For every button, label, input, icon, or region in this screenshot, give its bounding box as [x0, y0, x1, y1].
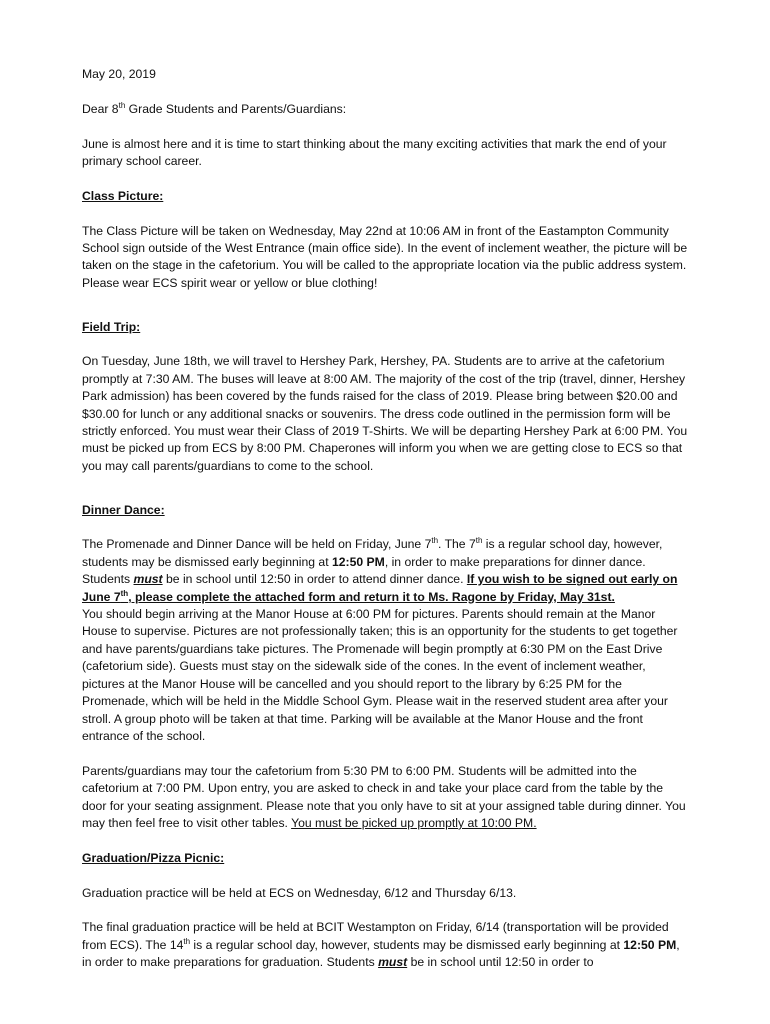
dd-signout-b: , please complete the attached form and return it to Ms. Ragone by Friday, May 31st.	[128, 589, 615, 604]
intro-paragraph: June is almost here and it is time to start thinking about the many exciting activities that mark the end of your primary school career.	[82, 136, 667, 168]
dd-text-e: be in school until 12:50 in order to attend dinner dance.	[162, 572, 467, 587]
dd-signout-a: If you wish to be signed out early on June 7	[82, 572, 678, 604]
dd-sup-2: th	[475, 536, 483, 546]
graduation-paragraph-2	[82, 919, 688, 971]
dd-sup-1: th	[431, 536, 439, 546]
grad-bold-time: 12:50 PM	[623, 937, 677, 952]
dinner-dance-paragraph-2	[82, 763, 688, 833]
dd-text-d: , in order to make preparations for dinner dance. Students	[82, 554, 646, 587]
dinner-dance-heading: Dinner Dance:	[82, 502, 165, 517]
greeting-text-end: Grade Students and Parents/Guardians:	[125, 101, 347, 116]
field-trip-paragraph: On Tuesday, June 18th, we will travel to Hershey Park, Hershey, PA. Students are to arrive at the cafetorium promptly at 7:30 AM. The buses will leave at 8:00 AM. The majority of the cost of the trip (travel, dinner, Hershey Park admission) has been covered by the funds raised for the class of 2019. Please bring between $20.00 and $30.00 for lunch or any additional snacks or souvenirs. The dress code outlined in the permission form will be strictly enforced. You must wear their Class of 2019 T-Shirts. We will be departing Hershey Park at 6:00 PM. You must be picked up from ECS by 8:00 PM. Chaperones will inform you when we are getting close to ECS so that you may call parents/guardians to come to the school.	[82, 354, 688, 473]
grad-text-d: be in school until 12:50 in order to	[407, 955, 594, 970]
greeting	[82, 101, 688, 118]
dd-text-rest: You should begin arriving at the Manor House at 6:00 PM for pictures. Parents should remain at the Manor House to supervise. Pictures are not professionally taken; this is an opportunity for the students to get together and have parents/guardians take pictures. The Promenade will begin promptly at 6:30 PM on the East Drive (cafetorium side). Guests must stay on the sidewalk side of the cones. In the event of inclement weather, pictures at the Manor House will be cancelled and you should report to the library by 6:25 PM for the Promenade, which will be held in the Middle School Gym. Please wait in the reserved student area after your stroll. A group photo will be taken at that time. Parking will be available at the Manor House and the front entrance of the school.	[82, 607, 678, 743]
graduation-heading: Graduation/Pizza Picnic:	[82, 850, 225, 865]
class-picture-heading: Class Picture:	[82, 188, 164, 203]
dinner-dance-paragraph-1	[82, 536, 688, 745]
field-trip-heading: Field Trip:	[82, 319, 141, 334]
grad-text-a: The final graduation practice will be held at BCIT Westampton on Friday, 6/14 (transportation will be provided from ECS). The 14	[82, 920, 669, 952]
dd-must-emphasis: must	[133, 572, 163, 587]
greeting-text: Dear 8	[82, 101, 119, 116]
dd-signout-sup: th	[120, 588, 129, 598]
dd-text-c: is a regular school day, however, students may be dismissed early beginning at	[82, 537, 663, 569]
dd-pickup-notice: You must be picked up promptly at 10:00 PM.	[291, 815, 537, 830]
dd-text-a: The Promenade and Dinner Dance will be held on Friday, June 7	[82, 537, 432, 552]
dd-bold-time: 12:50 PM	[331, 554, 385, 569]
grad-sup: th	[183, 936, 191, 946]
greeting-sup: th	[118, 100, 126, 110]
grad-text-c: , in order to make preparations for graduation. Students	[82, 937, 680, 970]
grad-text-b: is a regular school day, however, students may be dismissed early beginning at	[190, 937, 624, 952]
class-picture-paragraph: The Class Picture will be taken on Wednesday, May 22nd at 10:06 AM in front of the Eastampton Community School sign outside of the West Entrance (main office side). In the event of inclement weather, the picture will be taken on the stage in the cafetorium. You will be called to the appropriate location via the public address system. Please wear ECS spirit wear or yellow or blue clothing!	[82, 223, 688, 290]
grad-must-emphasis: must	[378, 955, 408, 970]
dd-p2-text: Parents/guardians may tour the cafetorium from 5:30 PM to 6:00 PM. Students will be admitted into the cafetorium at 7:00 PM. Upon entry, you are asked to check in and take your place card from the table by the door for your seating assignment. Please note that you only have to sit at your assigned table during dinner. You may then feel free to visit other tables.	[82, 763, 686, 830]
letter-date: May 20, 2019	[82, 67, 156, 81]
dd-text-b: . The 7	[438, 537, 476, 552]
graduation-paragraph-1: Graduation practice will be held at ECS on Wednesday, 6/12 and Thursday 6/13.	[82, 885, 517, 900]
